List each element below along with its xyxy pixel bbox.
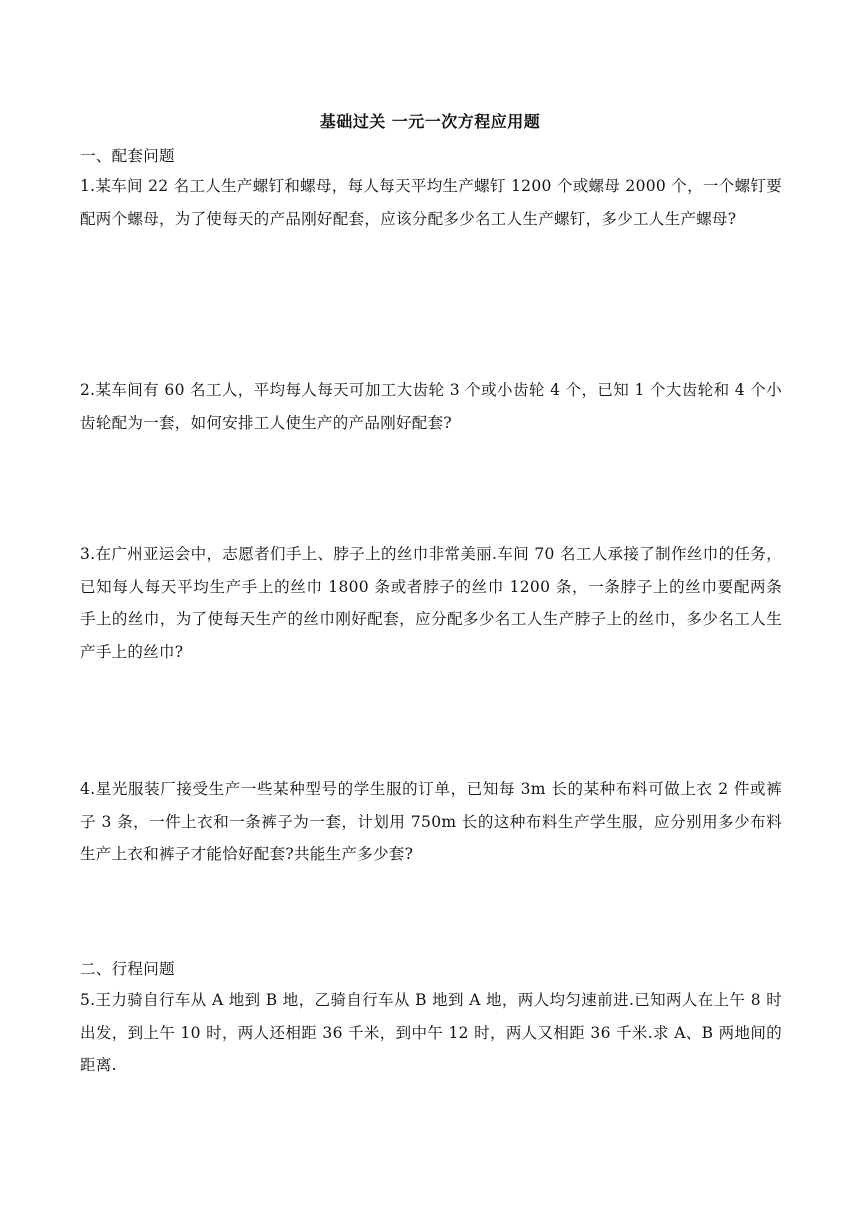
- question-3: 3.在广州亚运会中，志愿者们手上、脖子上的丝巾非常美丽.车间 70 名工人承接了制作丝巾的任务，已知每人每天平均生产手上的丝巾 1800 条或者脖子的丝巾 1200 条，一条脖子上的丝巾要配两条手上的丝巾，为了使每天生产的丝巾刚好配套，应分配多少名工人生产脖子上的丝巾，多少名工人生产手上的丝巾?: [80, 545, 782, 661]
- section-heading-matching: 一、配套问题: [80, 147, 175, 165]
- question-2: 2.某车间有 60 名工人，平均每人每天可加工大齿轮 3 个或小齿轮 4 个，已知 1 个大齿轮和 4 个小齿轮配为一套，如何安排工人使生产的产品刚好配套?: [80, 381, 782, 432]
- document-title: 基础过关 一元一次方程应用题: [319, 112, 541, 131]
- section-heading-travel: 二、行程问题: [80, 960, 175, 978]
- question-5: 5.王力骑自行车从 A 地到 B 地，乙骑自行车从 B 地到 A 地，两人均匀速前进.已知两人在上午 8 时出发，到上午 10 时，两人还相距 36 千米，到中午 12 时，两人又相距 36 千米.求 A、B 两地间的距离.: [80, 991, 782, 1074]
- question-1: 1.某车间 22 名工人生产螺钉和螺母，每人每天平均生产螺钉 1200 个或螺母 2000 个，一个螺钉要配两个螺母，为了使每天的产品刚好配套，应该分配多少名工人生产螺钉，多少工人生产螺母?: [80, 177, 782, 228]
- question-4: 4.星光服装厂接受生产一些某种型号的学生服的订单，已知每 3m 长的某种布料可做上衣 2 件或裤子 3 条，一件上衣和一条裤子为一套，计划用 750m 长的这种布料生产学生服，应分别用多少布料生产上衣和裤子才能恰好配套?共能生产多少套?: [80, 780, 782, 863]
